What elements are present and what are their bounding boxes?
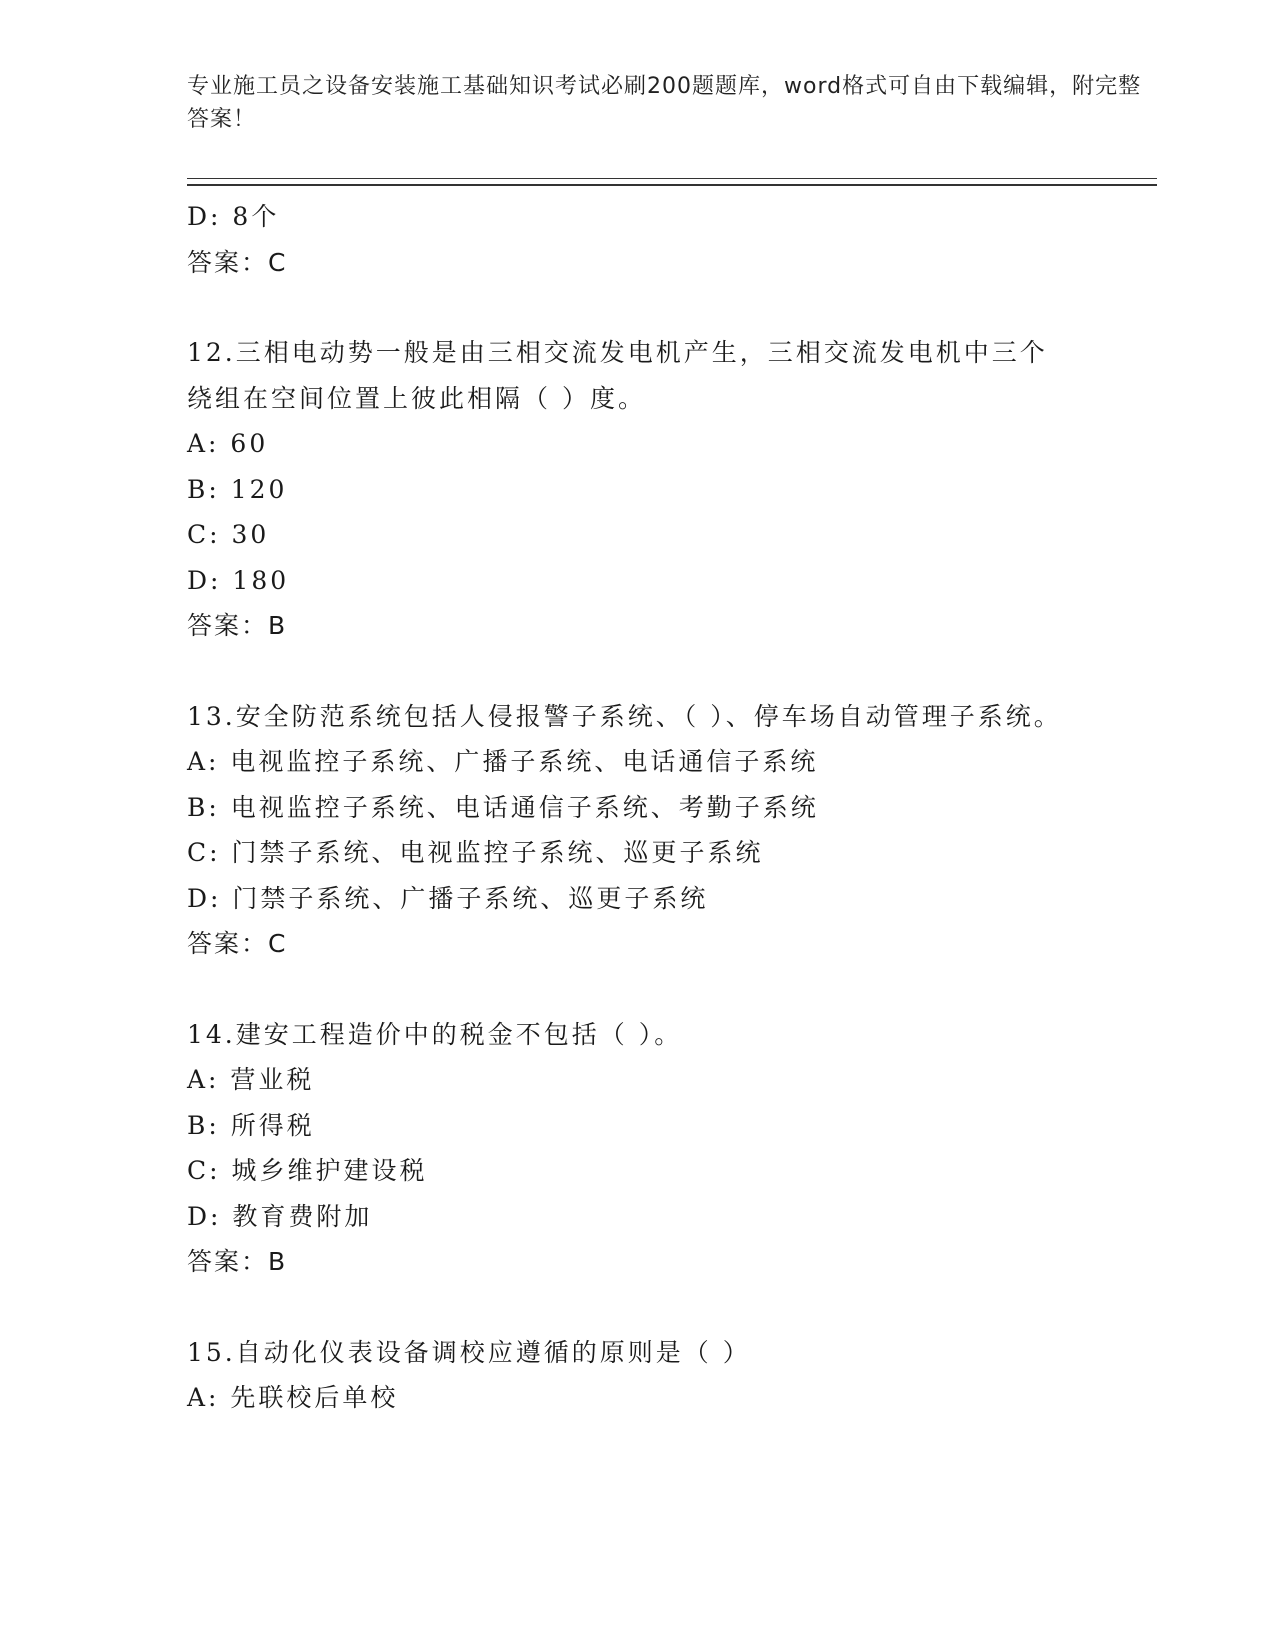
option-b: B: 所得税 <box>187 1110 315 1140</box>
question-text: 15.自动化仪表设备调校应遵循的原则是（ ） <box>187 1337 751 1367</box>
question-block <box>187 694 1157 967</box>
option-d: D: 门禁子系统、广播子系统、巡更子系统 <box>187 883 709 913</box>
question-text: 13.安全防范系统包括人侵报警子系统、（ ）、停车场自动管理子系统。 <box>187 701 1062 731</box>
option-c: C: 门禁子系统、电视监控子系统、巡更子系统 <box>187 838 764 867</box>
option-d: D: 教育费附加 <box>187 1201 373 1231</box>
option-c: C: 城乡维护建设税 <box>187 1156 428 1185</box>
answer-label: 答案：B <box>187 1247 288 1276</box>
option-a: A: 电视监控子系统、广播子系统、电话通信子系统 <box>187 747 819 776</box>
option-a: A: 60 <box>187 429 269 458</box>
option-d: D: 8个 <box>187 202 280 231</box>
document-header: 专业施工员之设备安装施工基础知识考试必刷200题题库，word格式可自由下载编辑，附完整答案！ <box>187 74 1142 132</box>
option-d: D: 180 <box>187 565 290 595</box>
question-text: 14.建安工程造价中的税金不包括（ ）。 <box>187 1019 683 1049</box>
spacer <box>187 1285 1157 1330</box>
option-a: A: 先联校后单校 <box>187 1383 399 1412</box>
spacer <box>187 967 1157 1012</box>
answer-label: 答案：B <box>187 611 288 640</box>
question-block <box>187 1012 1157 1285</box>
question-text: 12.三相电动势一般是由三相交流发电机产生，三相交流发电机中三个绕组在空间位置上彼此相隔（ ）度。 <box>187 338 1048 413</box>
option-a: A: 营业税 <box>187 1065 315 1094</box>
answer-label: 答案：C <box>187 247 288 277</box>
option-b: B: 电视监控子系统、电话通信子系统、考勤子系统 <box>187 792 819 822</box>
spacer <box>187 649 1157 694</box>
option-b: B: 120 <box>187 474 288 504</box>
spacer <box>187 285 1157 330</box>
document-body <box>187 194 1157 1421</box>
header-divider <box>187 178 1157 186</box>
question-block <box>187 330 1157 649</box>
document-page <box>187 70 1157 1421</box>
option-c: C: 30 <box>187 520 270 549</box>
question-block <box>187 1330 1157 1421</box>
answer-label: 答案：C <box>187 929 288 958</box>
